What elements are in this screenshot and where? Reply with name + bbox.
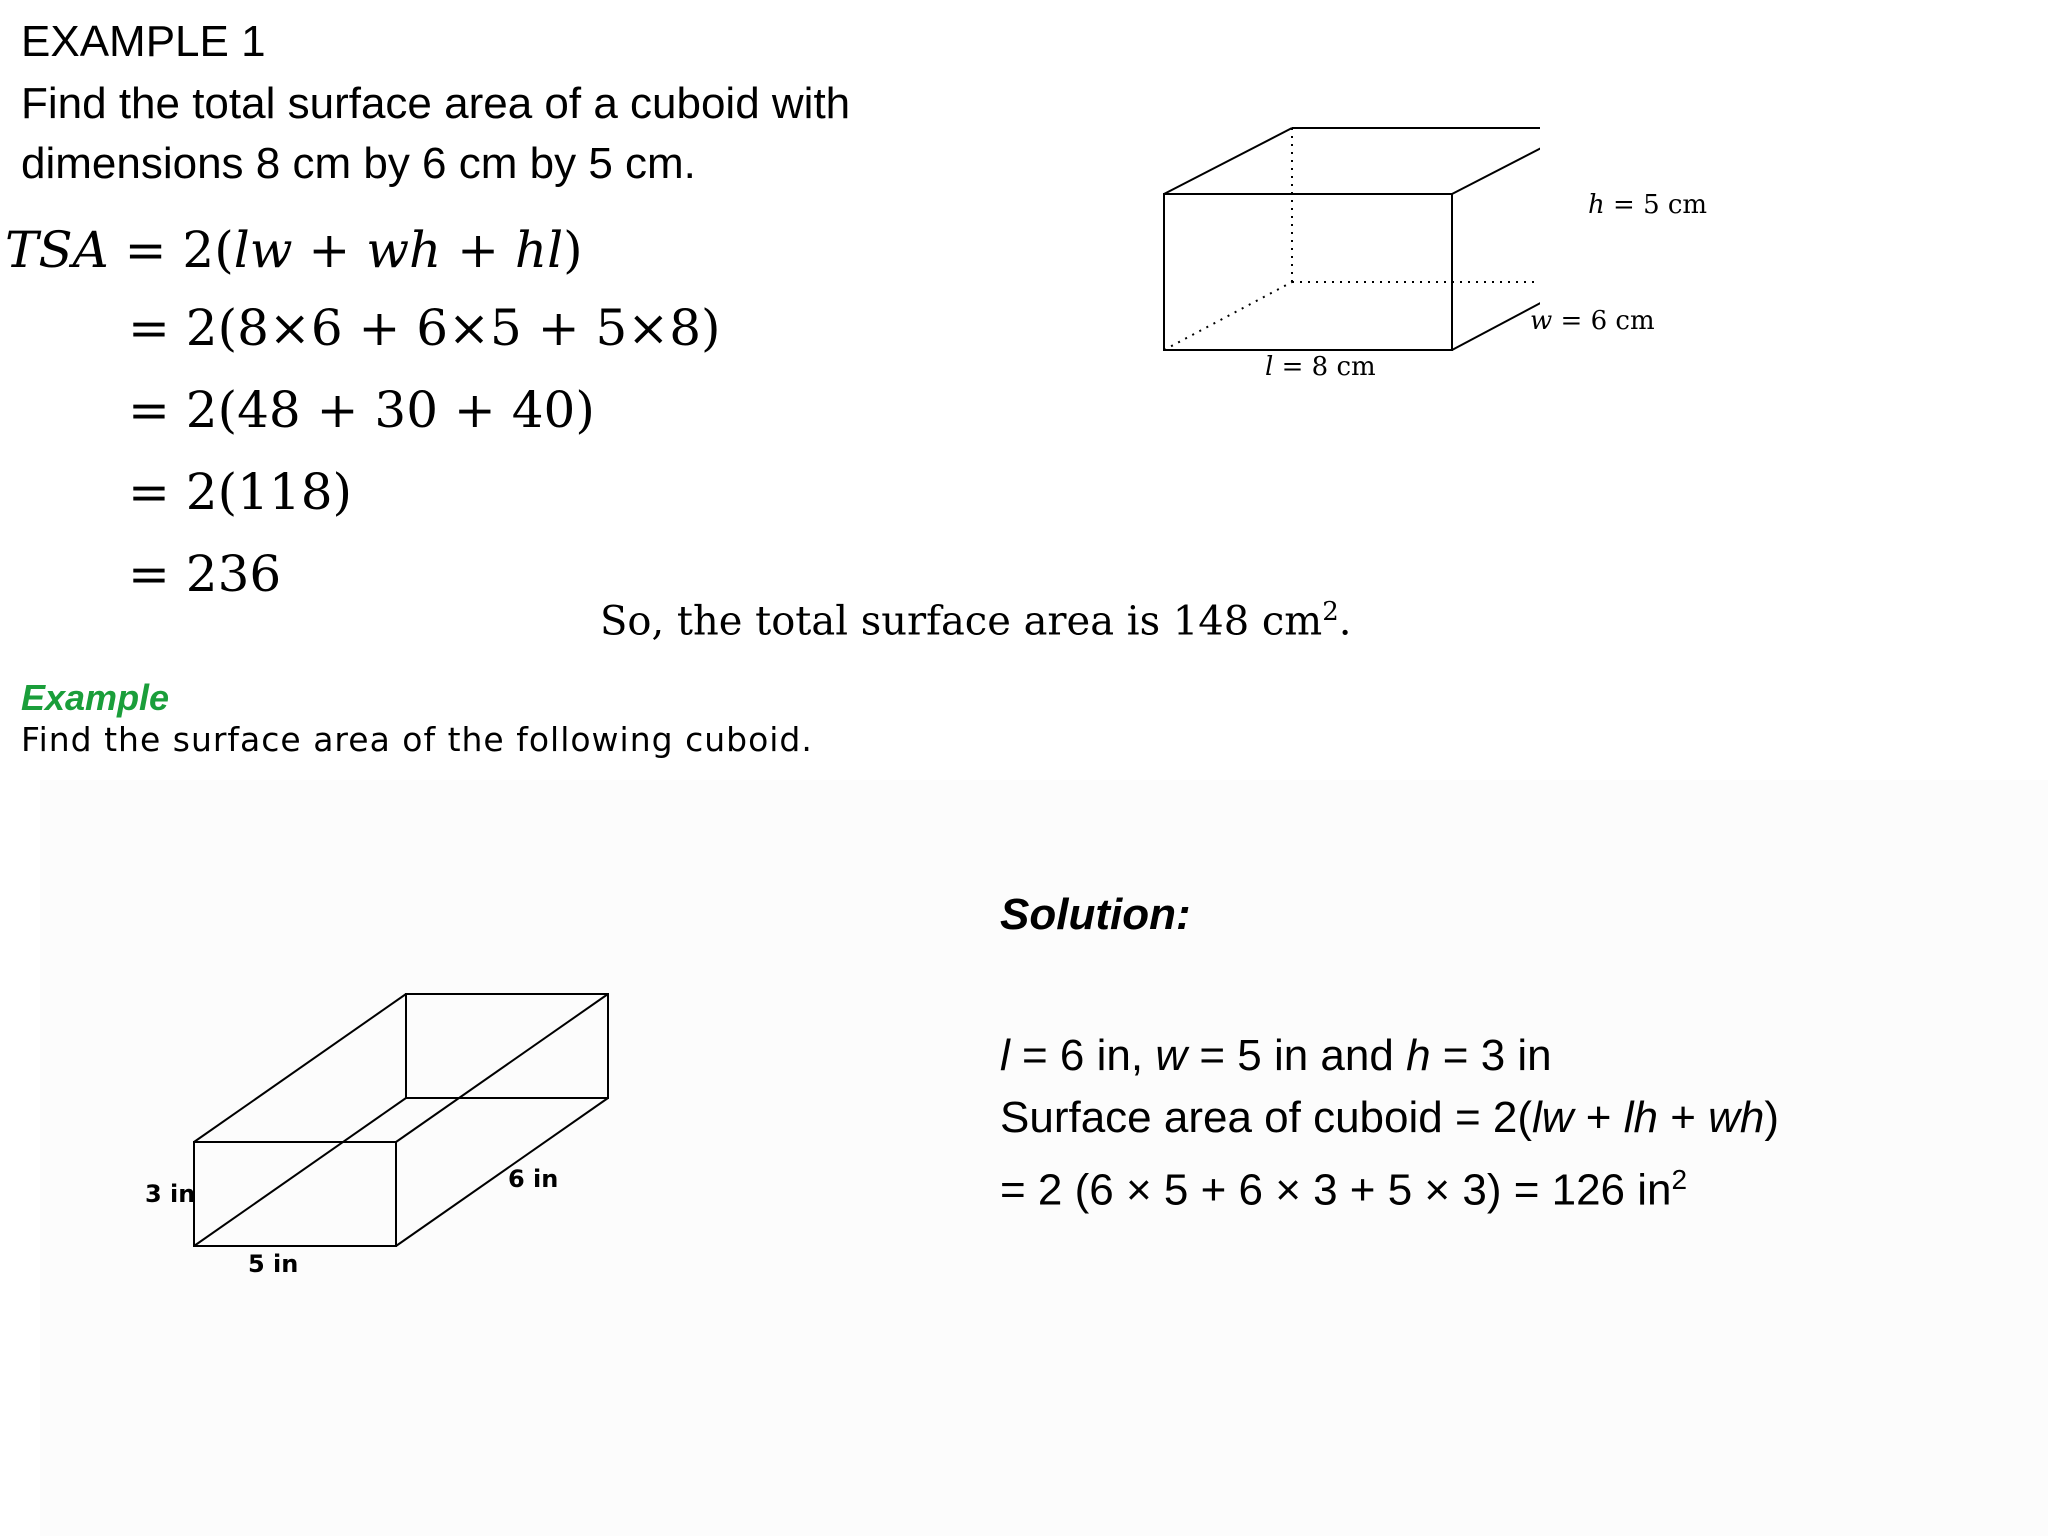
- sol-w-var: w: [1155, 1031, 1188, 1080]
- example-2-label: Example: [21, 677, 170, 718]
- result-text: = 2 (6 × 5 + 6 × 3 + 5 × 3) = 126 in: [1000, 1165, 1672, 1215]
- cuboid-1-bottom-right-edge: [1452, 282, 1540, 350]
- working-line-3: = 2(48 + 30 + 40): [128, 381, 595, 439]
- tsa-close: ): [563, 221, 583, 279]
- formula-suffix: ): [1764, 1093, 1780, 1142]
- l-value: = 8 cm: [1273, 352, 1376, 382]
- cuboid-1-top-right-edge: [1452, 128, 1540, 194]
- cuboid-diagram-2: [190, 990, 620, 1250]
- example-1-question-line-2: dimensions 8 cm by 6 cm by 5 cm.: [21, 139, 696, 188]
- cuboid-diagram-1: [1160, 120, 1540, 360]
- working-line-5: = 236: [128, 545, 282, 603]
- l-variable: l: [1265, 352, 1274, 382]
- tsa-symbol: TSA: [5, 221, 109, 279]
- cuboid-2-front-face: [194, 1142, 396, 1246]
- cuboid-1-width-label: [1530, 306, 1655, 336]
- answer-superscript: 2: [1322, 597, 1339, 627]
- cuboid-1-hidden-depth-edge: [1164, 282, 1292, 350]
- solution-heading: Solution:: [1000, 890, 1191, 939]
- formula-plus-1: +: [1573, 1093, 1624, 1142]
- formula-lw: lw: [1532, 1093, 1574, 1142]
- solution-result: [1000, 1154, 1687, 1217]
- formula-wh: wh: [1708, 1093, 1765, 1142]
- solution-formula: [1000, 1092, 1779, 1144]
- h-variable: h: [1588, 190, 1605, 220]
- example-1-heading: EXAMPLE 1: [21, 17, 266, 66]
- example-2-question: Find the surface area of the following cuboid.: [21, 720, 813, 759]
- cuboid-1-top-left-edge: [1164, 128, 1292, 194]
- sol-l-val: = 6 in,: [1009, 1031, 1156, 1080]
- formula-lh: lh: [1623, 1093, 1658, 1142]
- result-superscript: 2: [1671, 1164, 1688, 1195]
- cuboid-1-length-label: [1265, 352, 1376, 382]
- tsa-eq: = 2(: [108, 221, 234, 279]
- cuboid-2-back-face: [406, 994, 608, 1098]
- answer-period: .: [1338, 598, 1352, 645]
- tsa-vars: lw + wh + hl: [233, 221, 564, 279]
- working-line-4: = 2(118): [128, 463, 353, 521]
- w-variable: w: [1530, 306, 1553, 336]
- formula-plus-2: +: [1657, 1093, 1709, 1142]
- sol-l-var: l: [1000, 1031, 1010, 1080]
- formula-prefix: Surface area of cuboid = 2(: [1000, 1093, 1532, 1142]
- sol-h-var: h: [1406, 1031, 1431, 1080]
- example-1-question-line-1: Find the total surface area of a cuboid with: [21, 79, 851, 128]
- sol-w-val: = 5 in and: [1187, 1031, 1407, 1080]
- tsa-formula-line: [5, 220, 583, 280]
- example-1-answer: [600, 588, 1351, 645]
- h-value: = 5 cm: [1604, 190, 1708, 220]
- cuboid-2-width-label: 5 in: [248, 1250, 299, 1278]
- w-value: = 6 cm: [1552, 306, 1655, 336]
- cuboid-1-height-label: [1588, 190, 1707, 220]
- working-line-2: = 2(8×6 + 6×5 + 5×8): [128, 299, 721, 357]
- solution-dimensions: [1000, 1030, 1552, 1082]
- sol-h-val: = 3 in: [1430, 1031, 1552, 1080]
- answer-text: So, the total surface area is 148 cm: [600, 598, 1323, 645]
- cuboid-2-height-label: 3 in: [145, 1180, 196, 1208]
- cuboid-2-length-label: 6 in: [508, 1165, 559, 1193]
